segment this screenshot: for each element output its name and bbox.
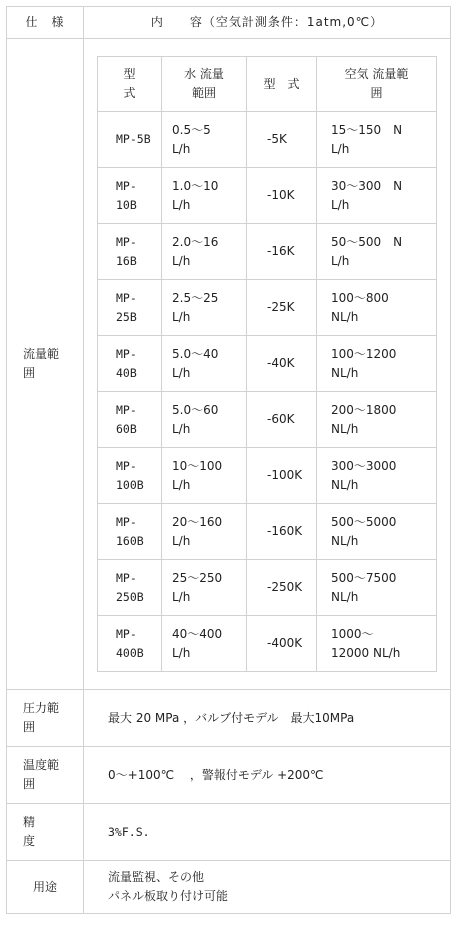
cell-air-range: 300～3000 NL/h	[317, 448, 437, 504]
cell-water-model: MP- 400B	[98, 616, 162, 672]
cell-water-model: MP- 160B	[98, 504, 162, 560]
cell-air-model: -16K	[247, 224, 317, 280]
cell-water-model: MP- 10B	[98, 168, 162, 224]
cell-water-range: 5.0～40 L/h	[162, 336, 247, 392]
temperature-label: 温度範 囲	[7, 747, 84, 804]
precision-row	[7, 804, 451, 861]
cell-air-model: -40K	[247, 336, 317, 392]
precision-value: 3%F.S.	[84, 804, 451, 861]
col-model-water: 型 式	[98, 57, 162, 112]
table-row	[98, 504, 437, 560]
cell-water-range: 2.0～16 L/h	[162, 224, 247, 280]
table-row	[98, 560, 437, 616]
cell-water-model: MP- 100B	[98, 448, 162, 504]
cell-air-model: -25K	[247, 280, 317, 336]
header-content: 内 容（空気計測条件：1atm,0℃）	[84, 7, 451, 39]
temperature-row	[7, 747, 451, 804]
cell-water-range: 1.0～10 L/h	[162, 168, 247, 224]
flow-range-content	[84, 39, 451, 690]
cell-air-model: -400K	[247, 616, 317, 672]
table-row	[98, 336, 437, 392]
cell-water-model: MP- 16B	[98, 224, 162, 280]
precision-label: 精 度	[7, 804, 84, 861]
cell-water-model: MP- 25B	[98, 280, 162, 336]
cell-air-range: 500～5000 NL/h	[317, 504, 437, 560]
flow-table-header	[98, 57, 437, 112]
cell-air-model: -10K	[247, 168, 317, 224]
cell-air-range: 30～300 N L/h	[317, 168, 437, 224]
cell-air-range: 50～500 N L/h	[317, 224, 437, 280]
pressure-value: 最大 20 MPa ，バルブ付モデル 最大10MPa	[84, 690, 451, 747]
flow-range-row	[7, 39, 451, 690]
pressure-label: 圧力範 囲	[7, 690, 84, 747]
usage-label: 用途	[7, 861, 84, 914]
cell-water-range: 20～160 L/h	[162, 504, 247, 560]
flow-range-table	[97, 56, 437, 672]
cell-water-model: MP-5B	[98, 112, 162, 168]
cell-air-range: 200～1800 NL/h	[317, 392, 437, 448]
cell-air-range: 100～1200 NL/h	[317, 336, 437, 392]
cell-water-range: 2.5～25 L/h	[162, 280, 247, 336]
table-row	[98, 392, 437, 448]
flow-range-label: 流量範 囲	[7, 39, 84, 690]
cell-air-model: -5K	[247, 112, 317, 168]
cell-water-model: MP- 250B	[98, 560, 162, 616]
cell-water-model: MP- 40B	[98, 336, 162, 392]
header-spec: 仕 様	[7, 7, 84, 39]
usage-value: 流量監視、その他 パネル板取り付け可能	[84, 861, 451, 914]
table-row	[98, 448, 437, 504]
header-row	[7, 7, 451, 39]
cell-water-range: 25～250 L/h	[162, 560, 247, 616]
table-row	[98, 112, 437, 168]
cell-air-range: 100～800 NL/h	[317, 280, 437, 336]
table-row	[98, 224, 437, 280]
cell-water-model: MP- 60B	[98, 392, 162, 448]
table-row	[98, 168, 437, 224]
cell-water-range: 10～100 L/h	[162, 448, 247, 504]
spec-table	[6, 6, 451, 914]
col-water-range: 水 流量 範囲	[162, 57, 247, 112]
cell-air-model: -100K	[247, 448, 317, 504]
usage-row	[7, 861, 451, 914]
table-row	[98, 616, 437, 672]
cell-water-range: 0.5～5 L/h	[162, 112, 247, 168]
cell-air-range: 1000～ 12000 NL/h	[317, 616, 437, 672]
cell-air-range: 15～150 N L/h	[317, 112, 437, 168]
col-air-range: 空気 流量範 囲	[317, 57, 437, 112]
cell-air-model: -160K	[247, 504, 317, 560]
cell-air-range: 500～7500 NL/h	[317, 560, 437, 616]
pressure-row	[7, 690, 451, 747]
table-row	[98, 280, 437, 336]
cell-water-range: 5.0～60 L/h	[162, 392, 247, 448]
cell-air-model: -250K	[247, 560, 317, 616]
temperature-value: 0～+100℃ ，警報付モデル +200℃	[84, 747, 451, 804]
col-model-air: 型 式	[247, 57, 317, 112]
cell-air-model: -60K	[247, 392, 317, 448]
cell-water-range: 40～400 L/h	[162, 616, 247, 672]
